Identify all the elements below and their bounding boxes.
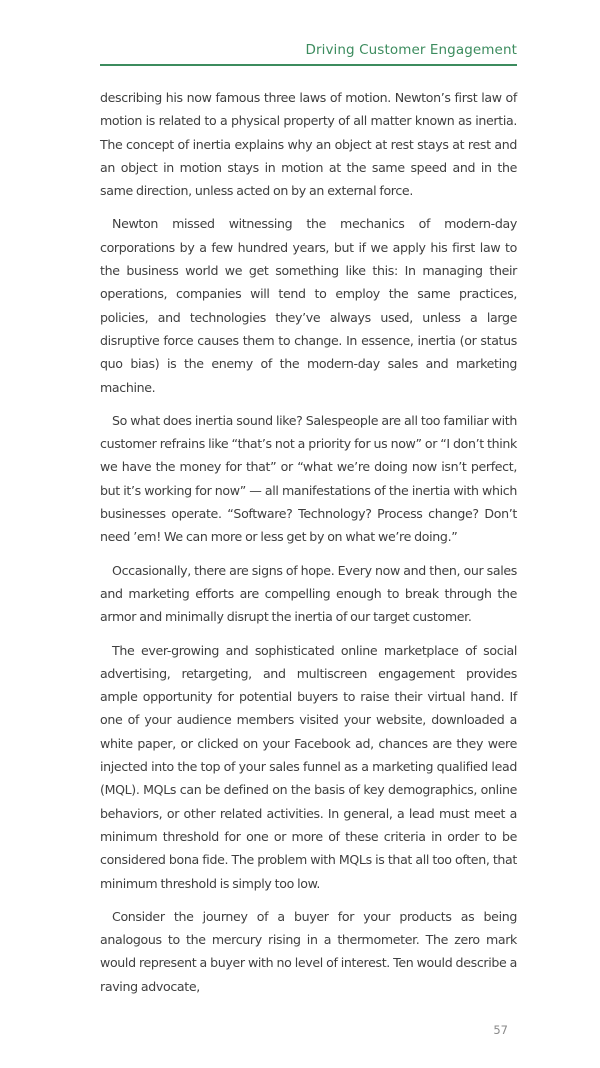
paragraph-newton-business: Newton missed witnessing the mechanics of modern-day corporations by a few hundred years, but if we apply his first law to the business world we get something like this: In managing their operations, companies will tend to employ the same practices, policies, and technologies they’ve always used, unless a large disruptive force causes them to change. In essence, inertia (or status quo bias) is the enemy of the modern-day sales and marketing machine.: [100, 216, 517, 395]
body-text: [100, 86, 517, 1008]
paragraph-signs-of-hope: Occasionally, there are signs of hope. Every now and then, our sales and marketing efforts are compelling enough to break through the armor and minimally disrupt the inertia of our target customer.: [100, 562, 517, 625]
running-header-title: Driving Customer Engagement: [305, 42, 517, 58]
paragraph-online-marketplace: The ever-growing and sophisticated online marketplace of social advertising, retargeting, and multiscreen engagement provides ample opportunity for potential buyers to raise their virtual hand. If one of your audience members visited your website, downloaded a white paper, or clicked on your Facebook ad, chances are they were injected into the top of your sales funnel as a marketing qualified lead (MQL). MQLs can be defined on the basis of key demographics, online behaviors, or other related activities. In general, a lead must meet a minimum threshold for one or more of these criteria in order to be considered bona fide. The problem with MQLs is that all too often, that minimum threshold is simply too low.: [100, 642, 517, 891]
paragraph-continuation: describing his now famous three laws of motion. Newton’s first law of motion is related to a physical property of all matter known as inertia. The concept of inertia explains why an object at rest stays at rest and an object in motion stays in motion at the same speed and in the same direction, unless acted on by an external force.: [100, 90, 517, 199]
paragraph-inertia-sound: So what does inertia sound like? Salespeople are all too familiar with customer refrains like “that’s not a priority for us now” or “I don’t think we have the money for that” or “what we’re doing now isn’t perfect, but it’s working for now” — all manifestations of the inertia with which businesses operate. “Software? Technology? Process change? Don’t need ’em! We can more or less get by on what we’re doing.”: [100, 412, 517, 545]
page-number: 57: [493, 1022, 508, 1037]
header-divider: [100, 64, 517, 66]
paragraph-buyer-journey: Consider the journey of a buyer for your products as being analogous to the mercury rising in a thermometer. The zero mark would represent a buyer with no level of interest. Ten would describe a raving advocate,: [100, 908, 517, 994]
